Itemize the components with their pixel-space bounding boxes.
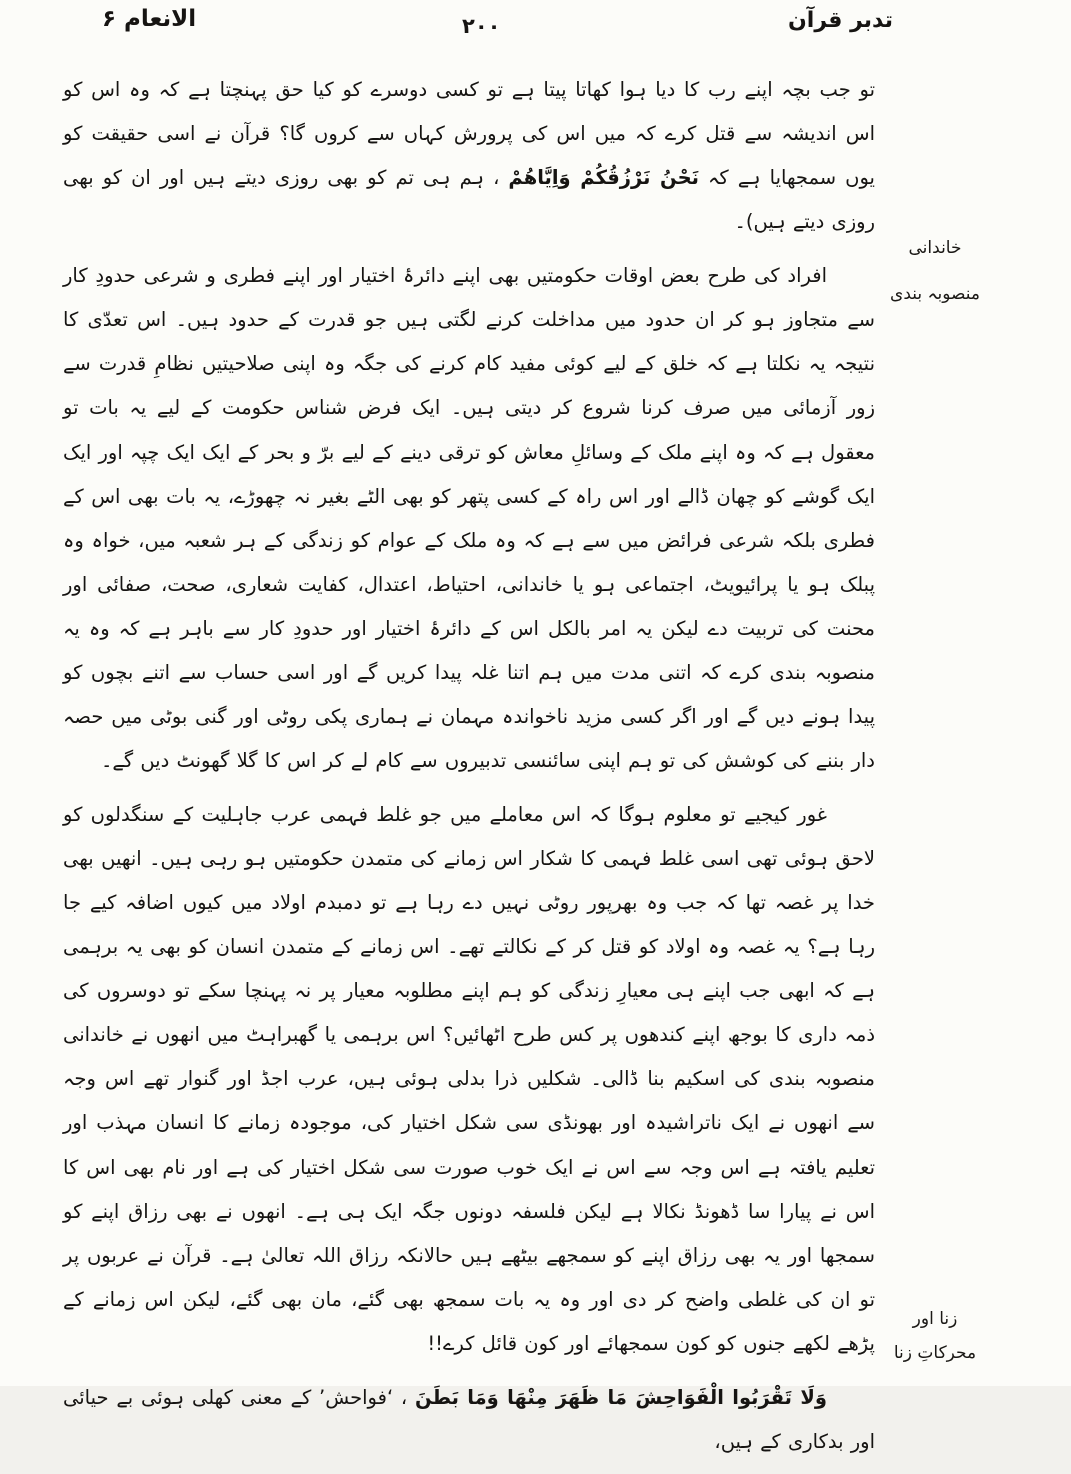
main-text-column bbox=[63, 68, 875, 1474]
margin-note-line-1: خاندانی bbox=[908, 238, 962, 258]
paragraph-4-text: ، ‘فواحش’ کے معنی کھلی ہوئی بے حیائی اور بدکاری کے ہیں، bbox=[63, 1385, 875, 1453]
margin-note-line-2: منصوبہ بندی bbox=[890, 283, 980, 304]
paragraph-1 bbox=[63, 68, 875, 244]
quran-quote-2: وَلَا تَقْرَبُوا الْفَوَاحِشَ مَا ظَهَرَ مِنْهَا وَمَا بَطَنَ bbox=[415, 1385, 828, 1409]
margin-note-zina bbox=[865, 1302, 1005, 1370]
paragraph-3: غور کیجیے تو معلوم ہوگا کہ اس معاملے میں جو غلط فہمی عرب جاہلیت کے سنگدلوں کو لاحق ہوئی تھی اسی غلط فہمی کا شکار اس زمانے کی متمدن حکومتیں ہو رہی ہیں۔ انھیں بھی خدا پر غصہ تھا کہ جب وہ بھرپور روٹی نہیں دے رہا ہے تو دمبدم اولاد میں کیوں اضافہ کیے جا رہا ہے؟ یہ غصہ وہ اولاد کو قتل کر کے نکالتے تھے۔ اس زمانے کے متمدن انسان کو بھی یہ برہمی ہے کہ ابھی جب اپنے ہی معیارِ زندگی کو ہم اپنے مطلوبہ معیار پر نہ پہنچا سکے تو دوسروں کی ذمہ داری کا بوجھ اپنے کندھوں پر کس طرح اٹھائیں؟ اس برہمی یا گھبراہٹ میں انھوں نے خاندانی منصوبہ بندی کی اسکیم بنا ڈالی۔ شکلیں ذرا بدلی ہوئی ہیں، عرب اجڈ اور گنوار تھے اس وجہ سے انھوں نے ایک ناتراشیدہ اور بھونڈی سی شکل اختیار کی، موجودہ زمانے کا انسان مہذب اور تعلیم یافتہ ہے اس وجہ سے اس نے ایک خوب صورت سی شکل اختیار کی ہے اور نام بھی اس کا اس نے پیارا سا ڈھونڈ نکالا ہے لیکن فلسفہ دونوں جگہ ایک ہی ہے۔ انھوں نے بھی رزاق اپنے کو سمجھا اور یہ بھی رزاق اپنے کو سمجھے بیٹھے ہیں حالانکہ رزاق اللہ تعالیٰ ہے۔ قرآن نے عربوں پر تو ان کی غلطی واضح کر دی اور وہ یہ بات سمجھ بھی گئے، مان بھی گئے، لیکن اس زمانے کے پڑھے لکھے جنوں کو کون سمجھائے اور کون قائل کرے!! bbox=[63, 803, 875, 1355]
margin-note-line-1: زنا اور bbox=[912, 1309, 958, 1329]
surah-header: الانعام ۶ bbox=[102, 6, 197, 32]
paragraph-4 bbox=[63, 1376, 875, 1464]
quran-quote-1: نَحْنُ نَرْزُقُكُمْ وَاِيَّاهُمْ bbox=[508, 166, 699, 190]
margin-note-family-planning bbox=[857, 226, 1013, 318]
book-title: تدبر قرآن bbox=[788, 8, 893, 33]
page-number: ۲۰۰ bbox=[462, 14, 501, 38]
paragraph-1-text: تو جب بچہ اپنے رب کا دیا ہوا کھاتا پیتا ہے تو کسی دوسرے کو کیا حق پہنچتا ہے کہ وہ اس کو اس اندیشہ سے قتل کرے کہ میں اس کی پرورش کہاں سے کروں گا؟ قرآن نے اسی حقیقت کو یوں سمجھایا ہے کہ bbox=[63, 78, 875, 190]
paragraph-1-text-after: ، ہم ہی تم کو بھی روزی دیتے ہیں اور ان کو بھی روزی دیتے ہیں)۔ bbox=[63, 166, 875, 234]
margin-note-line-2: محرکاتِ زنا bbox=[893, 1343, 977, 1363]
paragraph-2: افراد کی طرح بعض اوقات حکومتیں بھی اپنے دائرۂ اختیار اور اپنے فطری و شرعی حدودِ کار سے متجاوز ہو کر ان حدود میں مداخلت کرنے لگتی ہیں جو قدرت کے حدود ہیں۔ اس تعدّی کا نتیجہ یہ نکلتا ہے کہ خلق کے لیے کوئی مفید کام کرنے کی جگہ وہ اپنی صلاحیتیں نظامِ قدرت سے زور آزمائی میں صرف کرنا شروع کر دیتی ہیں۔ ایک فرض شناس حکومت کے لیے یہ بات تو معقول ہے کہ وہ اپنے ملک کے وسائلِ معاش کو ترقی دینے کے لیے برّ و بحر کے ایک ایک چپہ اور ایک ایک گوشے کو چھان ڈالے اور اس راہ کے کسی پتھر کو بھی الٹے بغیر نہ چھوڑے، یہ بات بھی اس کے فطری بلکہ شرعی فرائض میں سے ہے کہ وہ ملک کے عوام کو زندگی کے ہر شعبہ میں، خواہ وہ پبلک ہو یا پرائیویٹ، اجتماعی ہو یا خاندانی، احتیاط، اعتدال، کفایت شعاری، صحت، صفائی اور محنت کی تربیت دے لیکن یہ امر بالکل اس کے دائرۂ اختیار اور حدودِ کار سے باہر ہے کہ وہ یہ منصوبہ بندی کرے کہ اتنی مدت میں ہم اتنا غلہ پیدا کریں گے اور اسی حساب سے اتنے بچوں کو پیدا ہونے دیں گے اور اگر کسی مزید ناخواندہ مہمان نے ہماری پکی روٹی اور گنی بوٹی میں حصہ دار بننے کی کوشش کی تو ہم اپنی سائنسی تدبیروں سے کام لے کر اس کا گلا گھونٹ دیں گے۔ bbox=[63, 264, 875, 772]
